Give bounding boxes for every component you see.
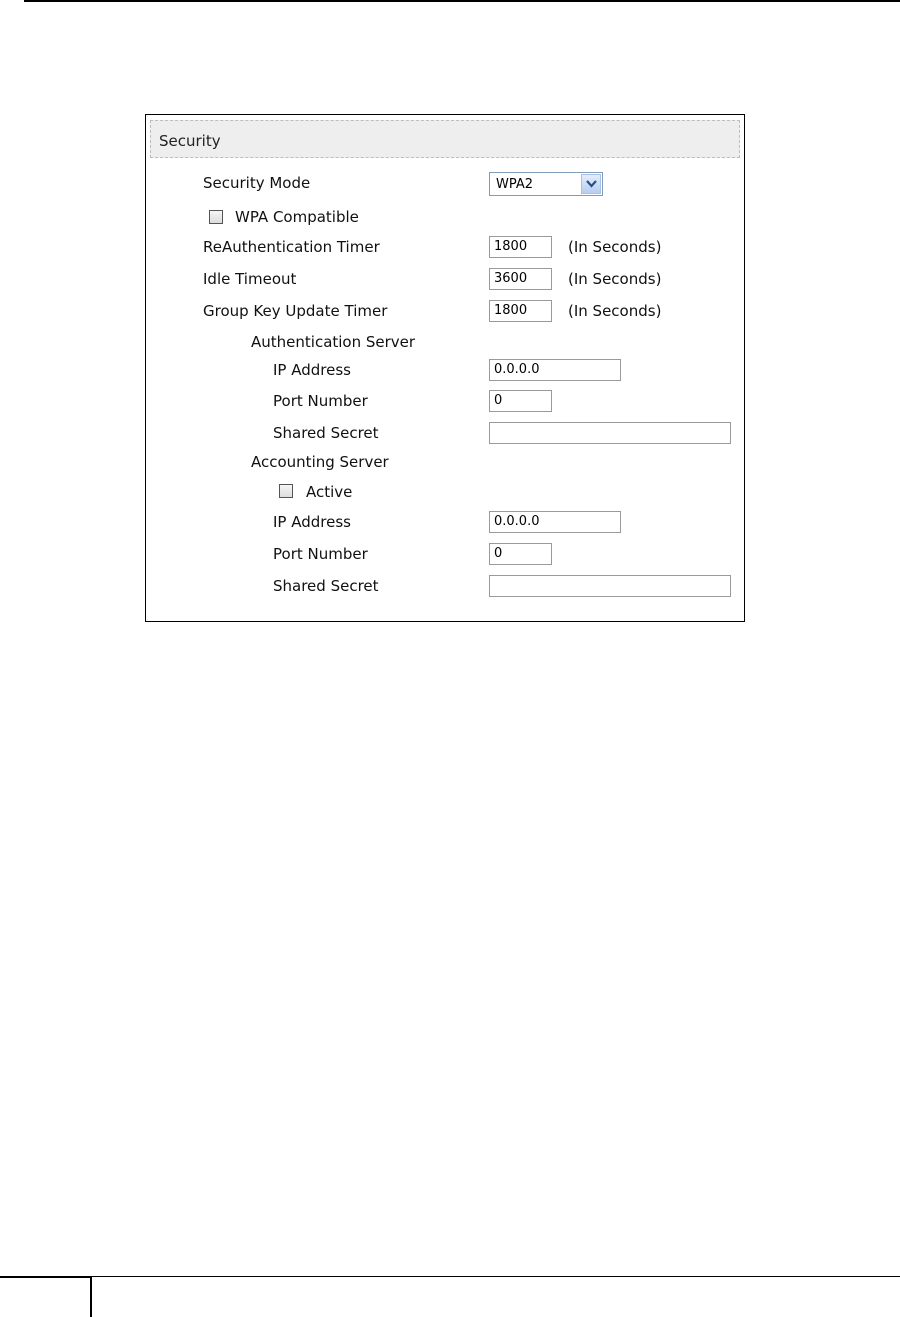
acct-port-label: Port Number <box>273 545 368 563</box>
chevron-down-icon[interactable] <box>581 174 601 194</box>
auth-port-input[interactable]: 0 <box>489 390 552 412</box>
idle-timeout-unit: (In Seconds) <box>568 270 662 288</box>
group-key-timer-unit: (In Seconds) <box>568 302 662 320</box>
group-key-timer-label: Group Key Update Timer <box>203 302 388 320</box>
wpa-compatible-checkbox[interactable] <box>209 210 223 224</box>
reauth-timer-input[interactable]: 1800 <box>489 236 552 258</box>
acct-secret-label: Shared Secret <box>273 577 379 595</box>
idle-timeout-label: Idle Timeout <box>203 270 297 288</box>
page-top-rule <box>24 0 900 2</box>
auth-port-label: Port Number <box>273 392 368 410</box>
page-footer-box <box>0 1276 92 1317</box>
acct-secret-input[interactable] <box>489 575 731 597</box>
auth-ip-input[interactable]: 0.0.0.0 <box>489 359 621 381</box>
auth-server-heading: Authentication Server <box>251 333 416 351</box>
auth-ip-label: IP Address <box>273 361 351 379</box>
security-panel <box>145 114 745 622</box>
acct-server-heading: Accounting Server <box>251 453 389 471</box>
acct-active-checkbox[interactable] <box>279 484 293 498</box>
idle-timeout-input[interactable]: 3600 <box>489 268 552 290</box>
auth-secret-label: Shared Secret <box>273 424 379 442</box>
security-mode-label: Security Mode <box>203 174 311 192</box>
section-title: Security <box>159 132 221 150</box>
acct-ip-label: IP Address <box>273 513 351 531</box>
acct-active-label: Active <box>306 483 353 501</box>
auth-secret-input[interactable] <box>489 422 731 444</box>
reauth-timer-unit: (In Seconds) <box>568 238 662 256</box>
group-key-timer-input[interactable]: 1800 <box>489 300 552 322</box>
section-header <box>150 120 740 158</box>
wpa-compatible-label: WPA Compatible <box>235 208 359 226</box>
security-mode-value: WPA2 <box>496 177 534 192</box>
security-mode-select[interactable] <box>489 172 603 196</box>
page-footer-rule <box>92 1276 900 1277</box>
acct-port-input[interactable]: 0 <box>489 543 552 565</box>
acct-ip-input[interactable]: 0.0.0.0 <box>489 511 621 533</box>
reauth-timer-label: ReAuthentication Timer <box>203 238 380 256</box>
